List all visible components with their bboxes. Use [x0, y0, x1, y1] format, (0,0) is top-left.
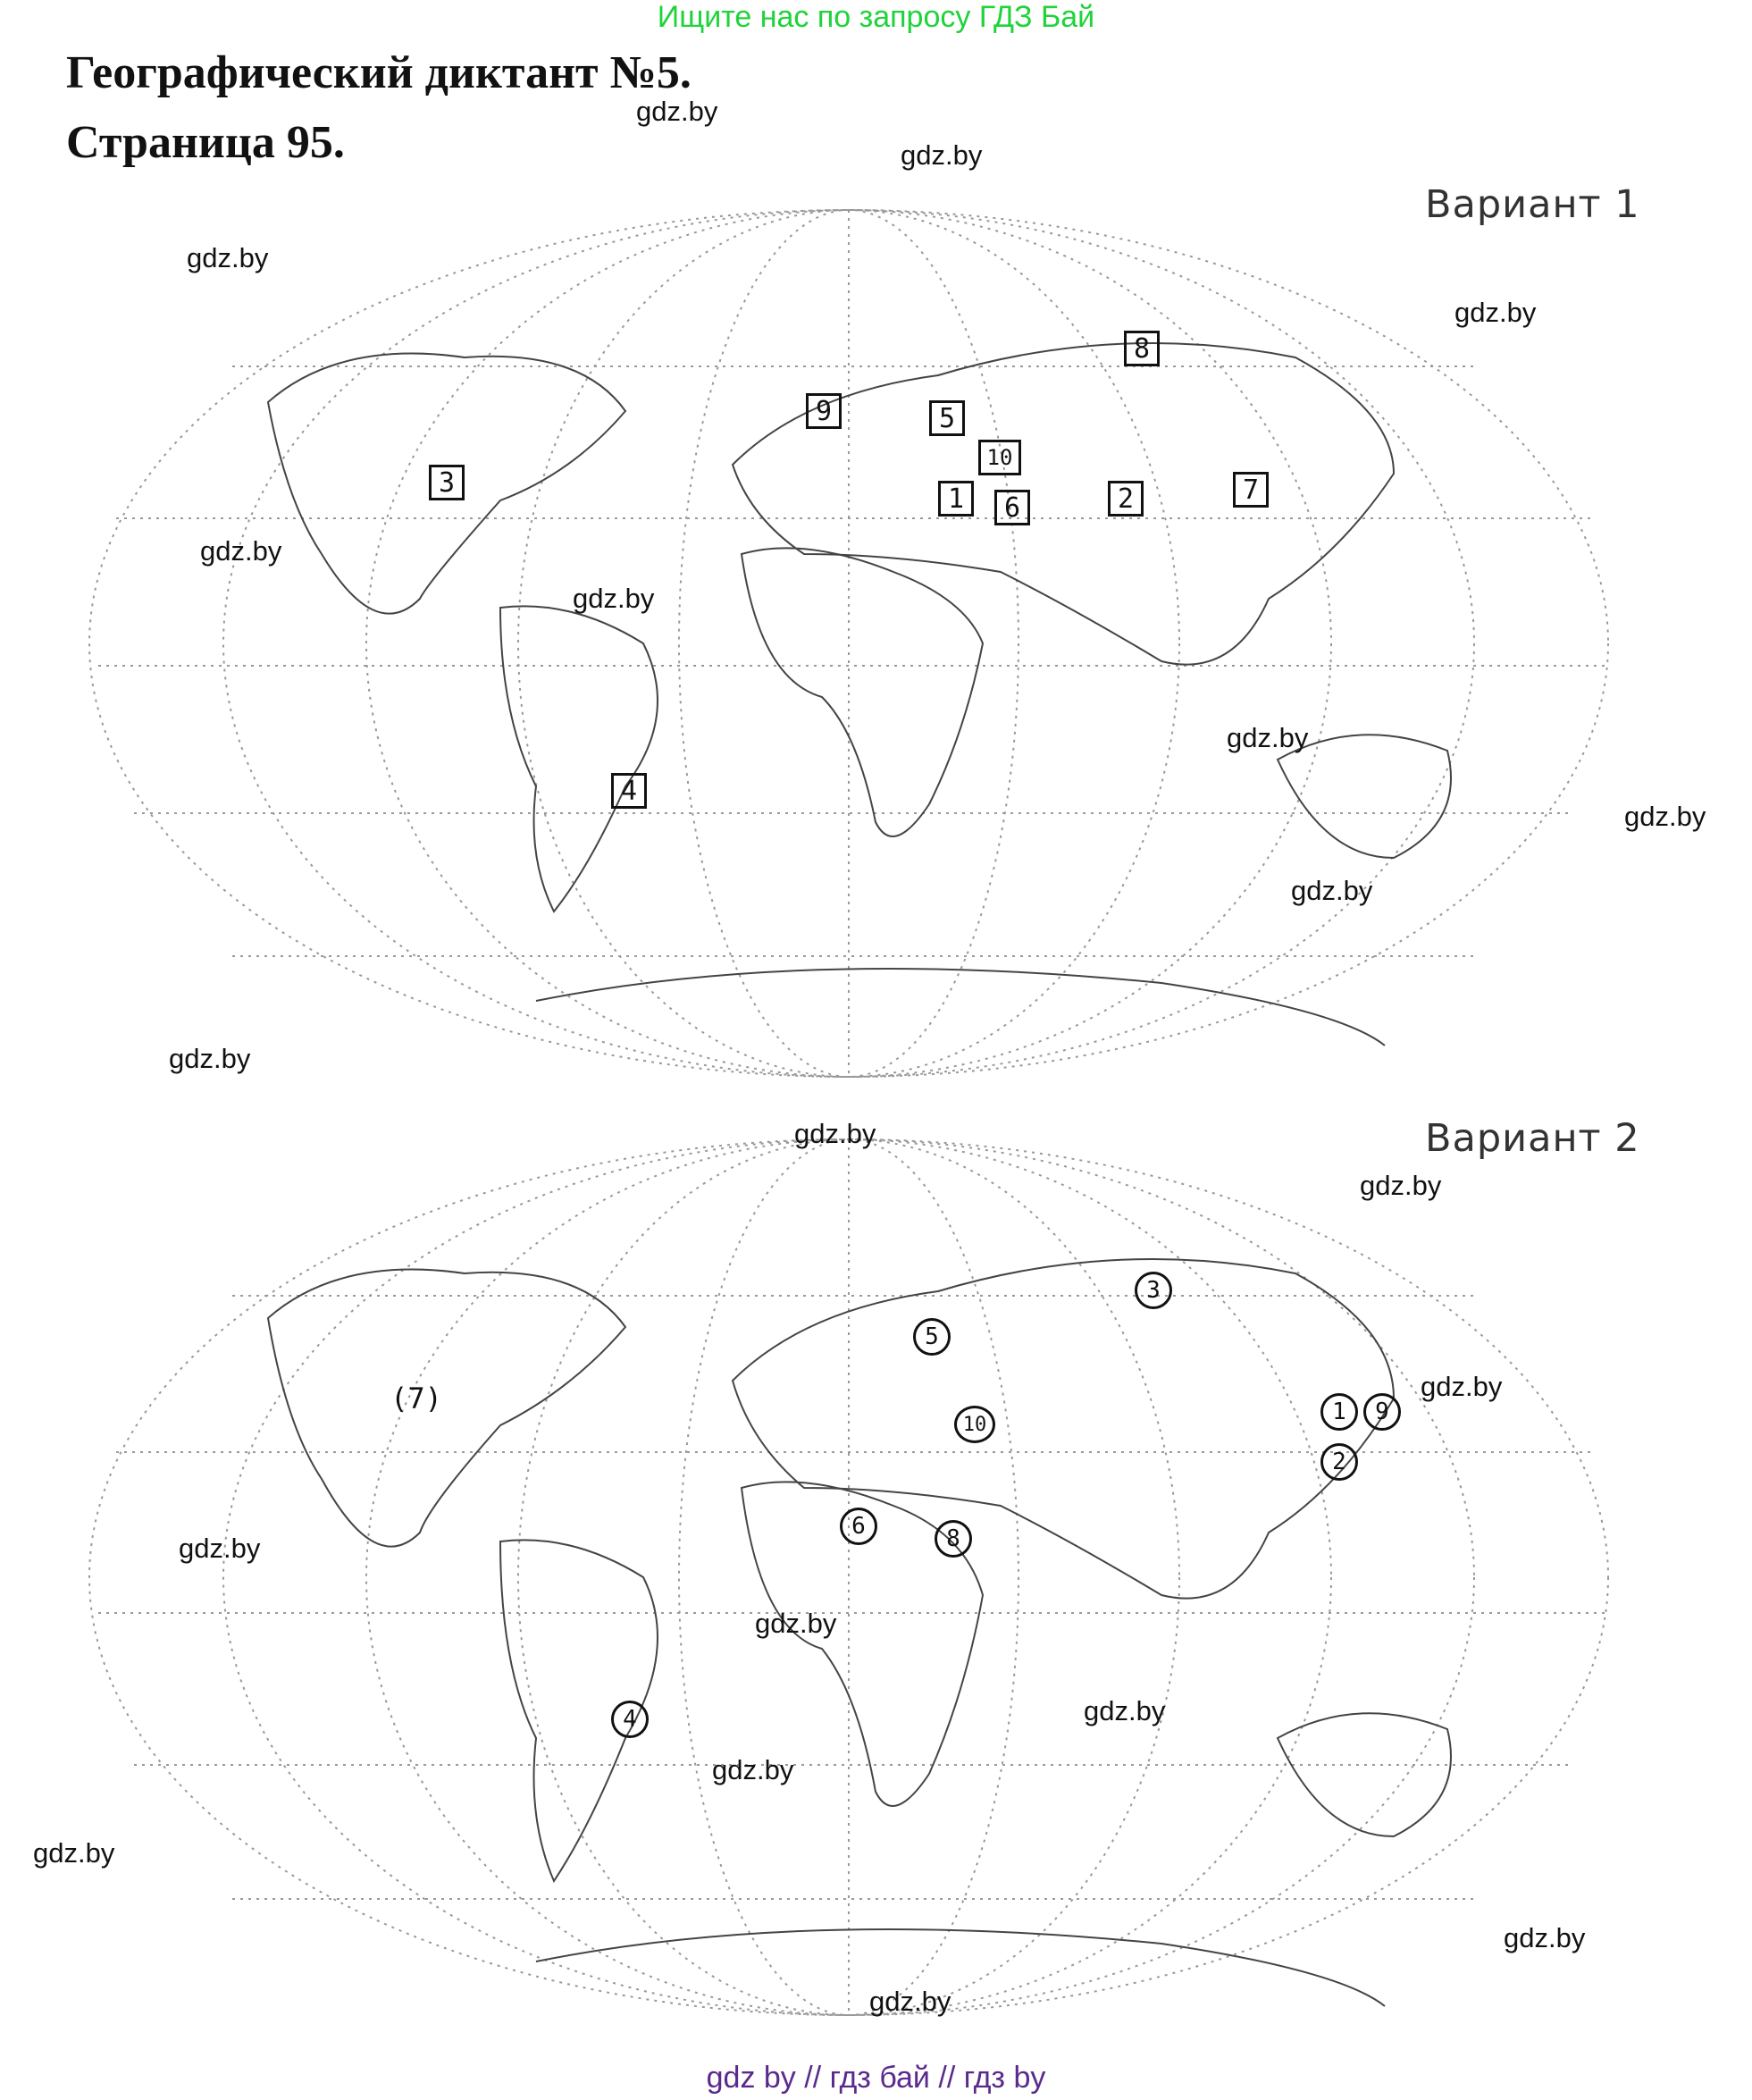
- watermark: gdz.by: [869, 1986, 951, 2017]
- watermark: gdz.by: [1084, 1695, 1166, 1726]
- map1-marker-10: 10: [978, 440, 1021, 475]
- watermark: gdz.by: [1504, 1922, 1586, 1953]
- map1-marker-5: 5: [929, 400, 965, 436]
- page-title: Географический диктант №5.: [66, 47, 692, 98]
- watermark: gdz.by: [179, 1533, 261, 1564]
- map2-marker-4: 4: [611, 1701, 649, 1738]
- map1-marker-8: 8: [1124, 331, 1160, 366]
- watermark: gdz.by: [187, 242, 269, 273]
- map2-marker-7: (7): [390, 1382, 442, 1415]
- map1-marker-4: 4: [611, 773, 647, 809]
- map2-marker-3: 3: [1135, 1272, 1172, 1309]
- watermark: gdz.by: [1360, 1170, 1442, 1201]
- watermark: gdz.by: [1227, 722, 1309, 753]
- variant-label-2: Вариант 2: [1425, 1116, 1640, 1161]
- map1-marker-7: 7: [1233, 472, 1269, 508]
- map1-marker-2: 2: [1108, 481, 1144, 517]
- map1-marker-6: 6: [994, 490, 1030, 525]
- search-banner: Ищите нас по запросу ГДЗ Бай: [657, 0, 1095, 34]
- map1-marker-1: 1: [938, 481, 974, 517]
- watermark: gdz.by: [755, 1608, 837, 1639]
- watermark: gdz.by: [1454, 297, 1537, 328]
- watermark: gdz.by: [794, 1118, 876, 1149]
- map1-marker-3: 3: [429, 465, 465, 500]
- map-graticule-2: [0, 1113, 1752, 2046]
- map2-marker-2: 2: [1320, 1443, 1358, 1481]
- watermark: gdz.by: [573, 583, 655, 614]
- variant-label-1: Вариант 1: [1425, 182, 1640, 227]
- watermark: gdz.by: [1421, 1371, 1503, 1402]
- map2-marker-5: 5: [913, 1318, 951, 1356]
- watermark: gdz.by: [1624, 801, 1706, 832]
- map2-marker-10: 10: [954, 1406, 995, 1443]
- watermark: gdz.by: [200, 535, 282, 567]
- watermark: gdz.by: [33, 1837, 115, 1869]
- page-subtitle: Страница 95.: [66, 117, 345, 168]
- watermark: gdz.by: [1291, 875, 1373, 906]
- map2-marker-8: 8: [935, 1520, 972, 1558]
- watermark: gdz.by: [636, 96, 718, 127]
- watermark: gdz.by: [712, 1754, 794, 1785]
- footer-links: gdz by // гдз бай // гдз by: [706, 2061, 1046, 2095]
- map2-marker-1: 1: [1320, 1393, 1358, 1431]
- watermark: gdz.by: [169, 1043, 251, 1074]
- watermark: gdz.by: [901, 139, 983, 171]
- world-map-variant-2: [0, 1113, 1752, 2046]
- map2-marker-9: 9: [1363, 1393, 1401, 1431]
- map2-marker-6: 6: [840, 1508, 877, 1545]
- map1-marker-9: 9: [806, 393, 842, 429]
